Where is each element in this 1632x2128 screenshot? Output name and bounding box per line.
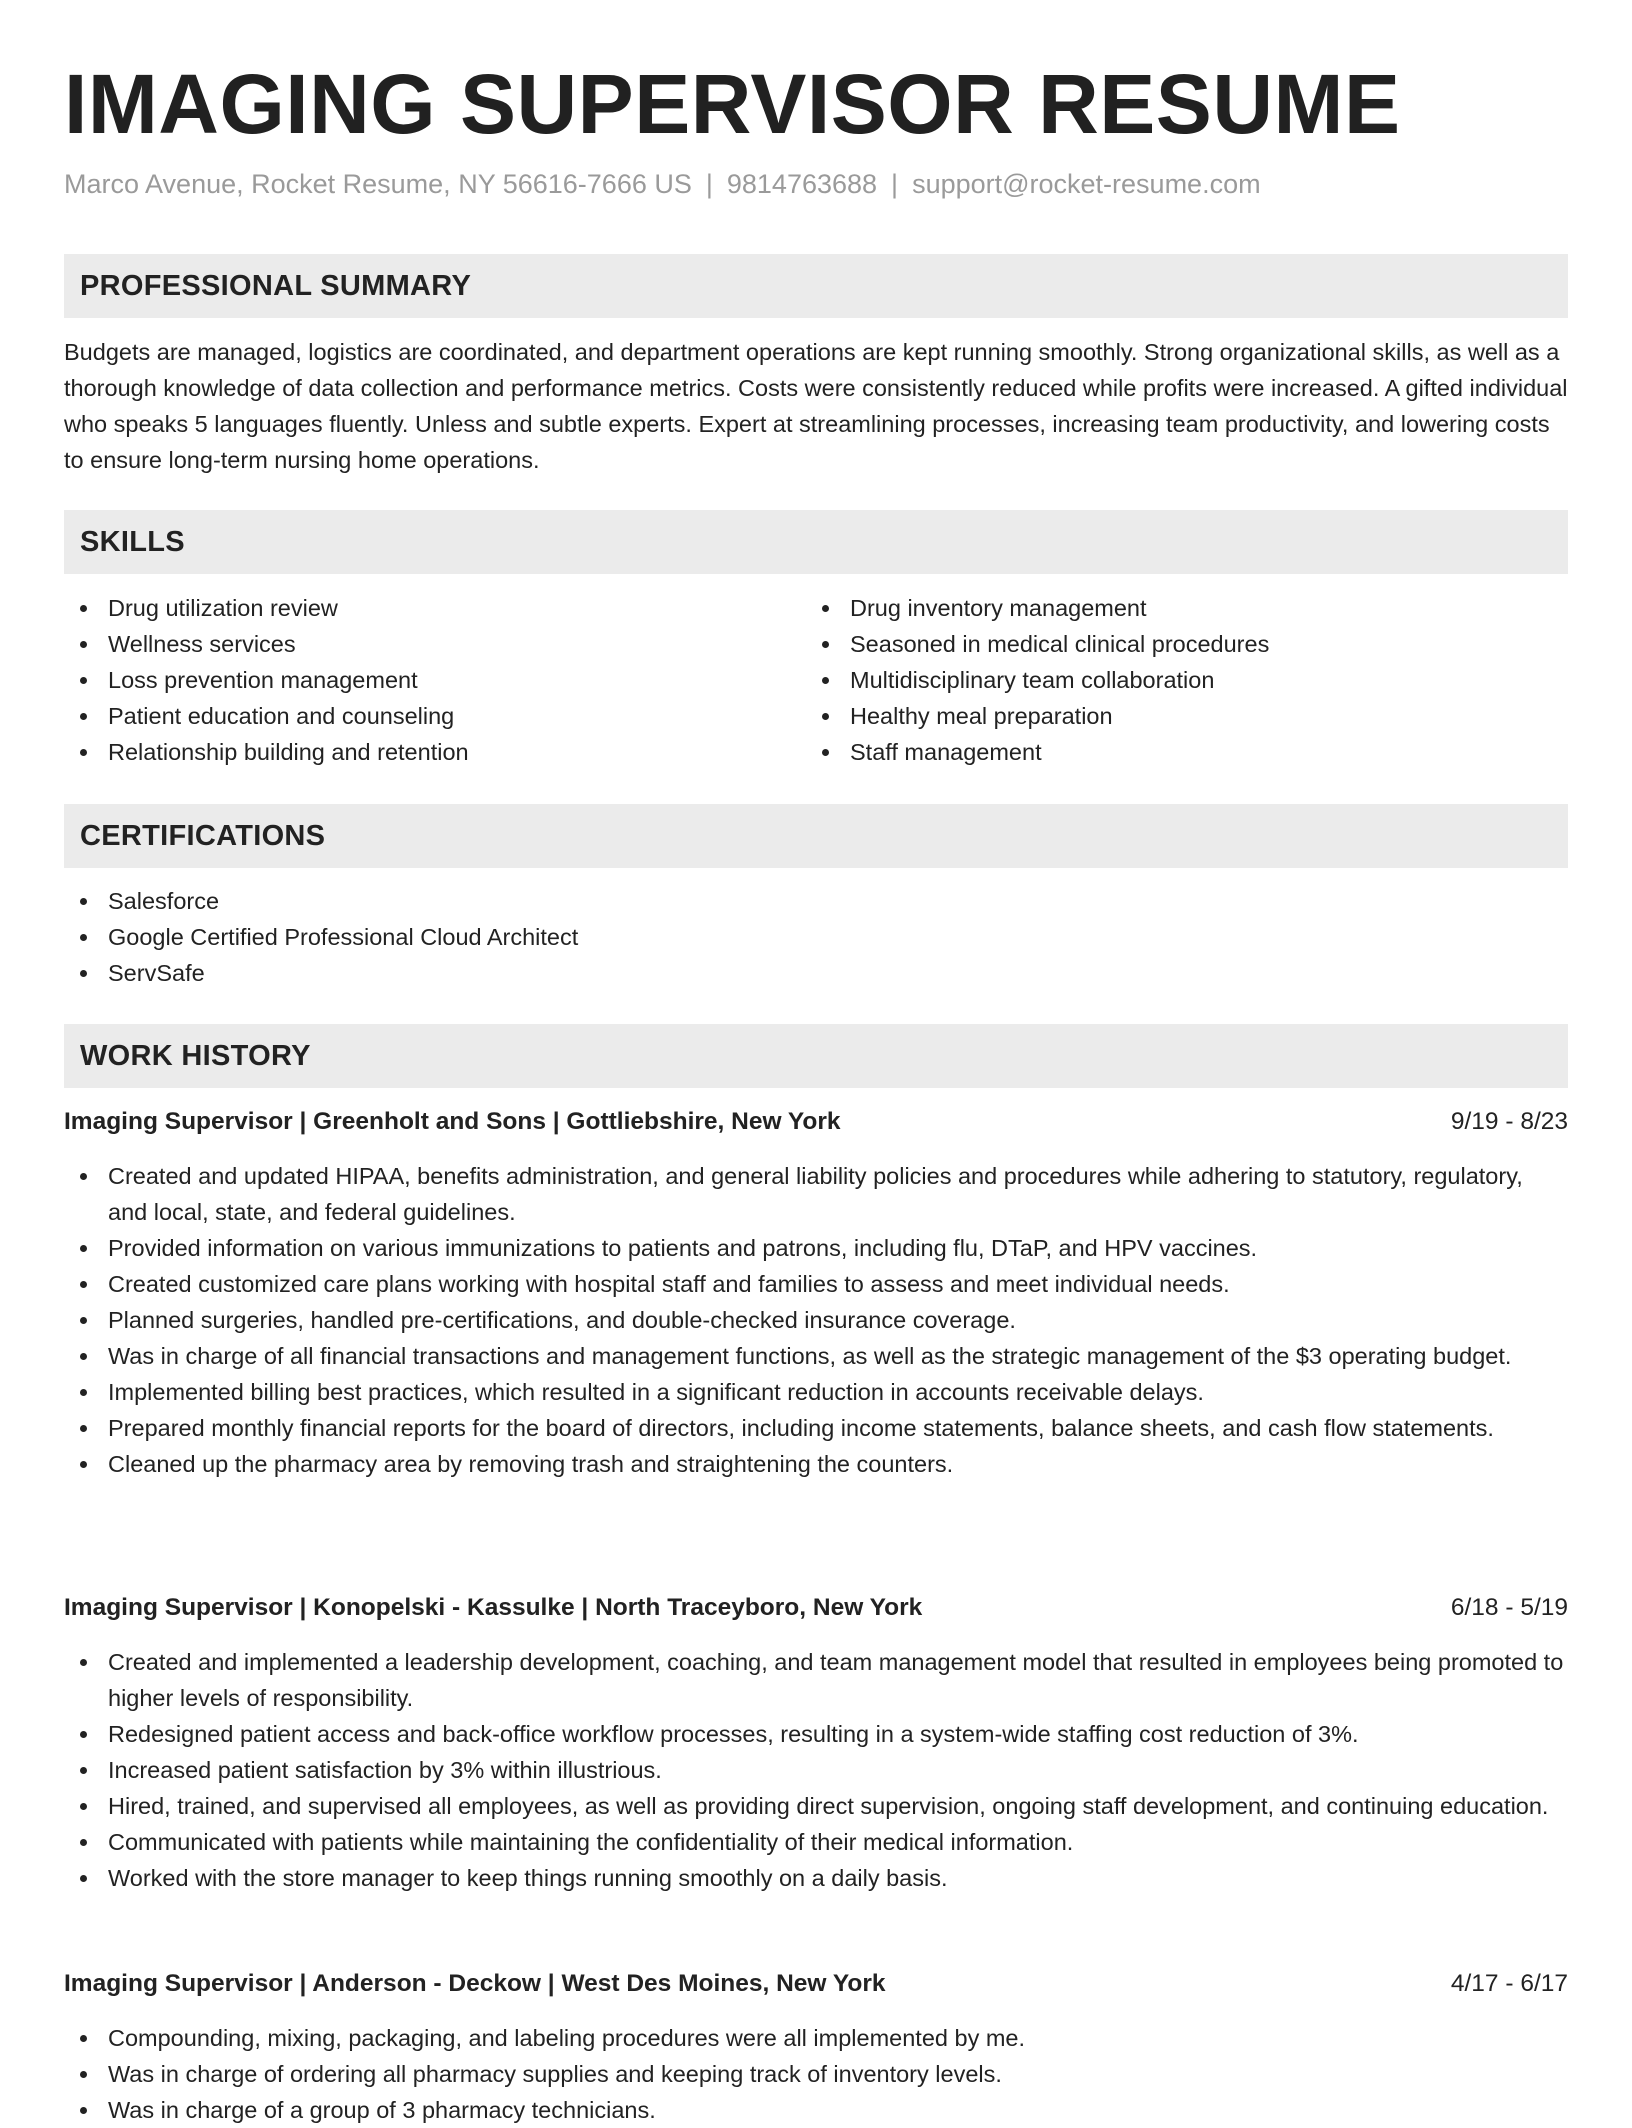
skills-list-left (64, 590, 804, 770)
job-dates: 9/19 - 8/23 (1450, 1108, 1568, 1135)
list-item: Redesigned patient access and back-office workflow processes, resulting in a system-wide staffing cost reduction of 3%. (64, 1716, 1568, 1752)
list-item: Staff management (806, 734, 1566, 770)
list-item: Multidisciplinary team collaboration (806, 662, 1566, 698)
job-dates: 4/17 - 6/17 (1450, 1970, 1568, 1997)
section-heading: CERTIFICATIONS (80, 820, 326, 852)
list-item: Cleaned up the pharmacy area by removing trash and straightening the counters. (64, 1446, 1568, 1482)
list-item: Prepared monthly financial reports for the board of directors, including income statements, balance sheets, and cash flow statements. (64, 1410, 1568, 1446)
summary-text: Budgets are managed, logistics are coordinated, and department operations are kept running smoothly. Strong organizational skills, as well as a thorough knowledge of data collection and performance metrics. Costs were consistently reduced while profits were increased. A gifted individual who speaks 5 languages fluently. Unless and subtle experts. Expert at streamlining processes, increasing team productivity, and lowering costs to ensure long-term nursing home operations. (64, 339, 1568, 473)
summary-section-header (64, 254, 1568, 318)
list-item: Created customized care plans working with hospital staff and families to assess and meet individual needs. (64, 1266, 1568, 1302)
job-title: Imaging Supervisor | Greenholt and Sons | Gottliebshire, New York (64, 1108, 841, 1135)
page-title: IMAGING SUPERVISOR RESUME (64, 57, 1401, 151)
certifications-section-header (64, 804, 1568, 868)
list-item: Salesforce (64, 883, 1568, 919)
job-title: Imaging Supervisor | Konopelski - Kassulke | North Traceyboro, New York (64, 1594, 923, 1621)
contact-line (64, 164, 1261, 204)
list-item: Created and implemented a leadership development, coaching, and team management model that resulted in employees being promoted to higher levels of responsibility. (64, 1644, 1568, 1716)
job-dates: 6/18 - 5/19 (1450, 1594, 1568, 1621)
job-title: Imaging Supervisor | Anderson - Deckow | West Des Moines, New York (64, 1970, 886, 1997)
job-header (64, 1966, 1568, 2002)
list-item: Patient education and counseling (64, 698, 804, 734)
list-item: Was in charge of ordering all pharmacy supplies and keeping track of inventory levels. (64, 2056, 1568, 2092)
list-item: Healthy meal preparation (806, 698, 1566, 734)
list-item: Increased patient satisfaction by 3% within illustrious. (64, 1752, 1568, 1788)
separator: | (891, 169, 899, 199)
list-item: Provided information on various immunizations to patients and patrons, including flu, DTaP, and HPV vaccines. (64, 1230, 1568, 1266)
job-header (64, 1590, 1568, 1626)
list-item: Planned surgeries, handled pre-certifications, and double-checked insurance coverage. (64, 1302, 1568, 1338)
email: support@rocket-resume.com (912, 169, 1261, 199)
list-item: Hired, trained, and supervised all employees, as well as providing direct supervision, ongoing staff development, and continuing education. (64, 1788, 1568, 1824)
list-item: Implemented billing best practices, which resulted in a significant reduction in accounts receivable delays. (64, 1374, 1568, 1410)
list-item: Worked with the store manager to keep things running smoothly on a daily basis. (64, 1860, 1568, 1896)
section-heading: WORK HISTORY (80, 1040, 311, 1072)
section-heading: SKILLS (80, 526, 185, 558)
list-item: Created and updated HIPAA, benefits administration, and general liability policies and procedures while adhering to statutory, regulatory, and local, state, and federal guidelines. (64, 1158, 1568, 1230)
job-header (64, 1104, 1568, 1140)
list-item: Drug inventory management (806, 590, 1566, 626)
list-item: Wellness services (64, 626, 804, 662)
list-item: ServSafe (64, 955, 1568, 991)
phone: 9814763688 (726, 169, 878, 199)
job-bullets (64, 1644, 1568, 1896)
address: Marco Avenue, Rocket Resume, NY 56616-7666 US (64, 169, 692, 199)
certifications-list (64, 883, 1568, 991)
skills-section-header (64, 510, 1568, 574)
list-item: Seasoned in medical clinical procedures (806, 626, 1566, 662)
job-bullets (64, 1158, 1568, 1482)
list-item: Was in charge of a group of 3 pharmacy technicians. (64, 2092, 1568, 2128)
list-item: Loss prevention management (64, 662, 804, 698)
work-section-header (64, 1024, 1568, 1088)
skills-list-right (806, 590, 1566, 770)
list-item: Communicated with patients while maintaining the confidentiality of their medical information. (64, 1824, 1568, 1860)
list-item: Was in charge of all financial transactions and management functions, as well as the strategic management of the $3 operating budget. (64, 1338, 1568, 1374)
list-item: Google Certified Professional Cloud Architect (64, 919, 1568, 955)
section-heading: PROFESSIONAL SUMMARY (80, 270, 472, 302)
separator: | (705, 169, 713, 199)
list-item: Drug utilization review (64, 590, 804, 626)
list-item: Compounding, mixing, packaging, and labeling procedures were all implemented by me. (64, 2020, 1568, 2056)
list-item: Relationship building and retention (64, 734, 804, 770)
